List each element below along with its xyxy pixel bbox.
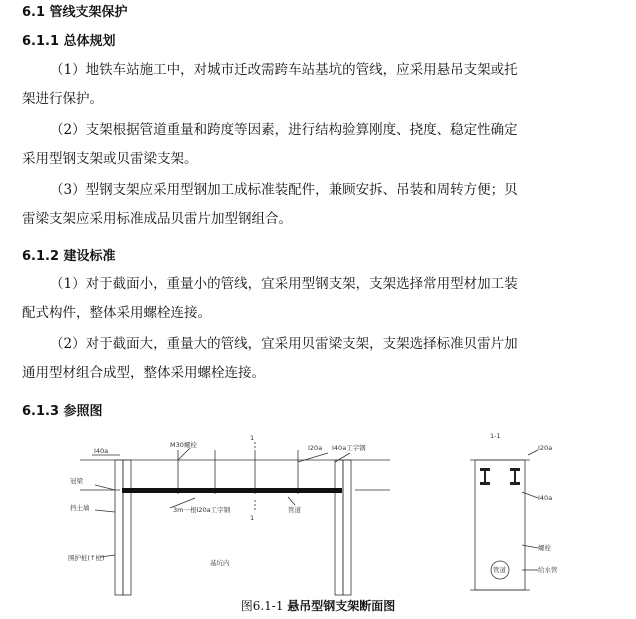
paragraph-line: （2）对于截面大，重量大的管线，宜采用贝雷梁支架，支架选择标准贝雷片加 xyxy=(50,336,518,352)
label-section-i20a: I20a xyxy=(538,444,553,452)
paragraph-line: 通用型材组合成型，整体采用螺栓连接。 xyxy=(22,365,265,381)
label-bolt: 螺栓 xyxy=(538,544,551,552)
support-section-drawing xyxy=(60,420,580,598)
caption-title: 悬吊型钢支架断面图 xyxy=(287,599,396,613)
label-pit: 基坑内 xyxy=(210,559,230,567)
label-i40a: I40a xyxy=(94,447,109,455)
section-mark: 1 xyxy=(250,514,255,522)
paragraph-line: （3）型钢支架应采用型钢加工成标准装配件，兼顾安拆、吊装和周转方便；贝 xyxy=(50,182,518,198)
label-m30-bolt: M30螺栓 xyxy=(170,441,197,449)
paragraph xyxy=(22,176,612,234)
label-i20a: I20a xyxy=(308,444,323,452)
subsection-title-standards: 6.1.2 建设标准 xyxy=(22,249,116,264)
section-mark: 1 xyxy=(250,434,255,442)
paragraph-line: 配式构件，整体采用螺栓连接。 xyxy=(22,305,211,321)
label-pile: 围护桩(↑桩) xyxy=(68,554,105,562)
label-crown-beam: 冠梁 xyxy=(70,477,83,485)
label-beam-desc: 3m一根I20a工字钢 xyxy=(173,506,231,514)
subsection-title-reference: 6.1.3 参照图 xyxy=(22,404,103,419)
subsection-title-overall-plan: 6.1.1 总体规划 xyxy=(22,34,116,49)
label-water-pipe: 给水管 xyxy=(538,566,558,574)
paragraph-line: 架进行保护。 xyxy=(22,91,103,107)
section-title: 6.1 管线支架保护 xyxy=(22,5,128,20)
label-i40a-beam: I40a工字钢 xyxy=(332,444,366,452)
paragraph-line: 采用型钢支架或贝雷梁支架。 xyxy=(22,151,198,167)
paragraph-line: （1）对于截面小，重量小的管线，宜采用型钢支架，支架选择常用型材加工装 xyxy=(50,276,518,292)
paragraph-line: （2）支架根据管道重量和跨度等因素，进行结构验算刚度、挠度、稳定性确定 xyxy=(50,122,518,138)
section-1-1-title: 1-1 xyxy=(490,432,501,440)
label-section-pipe: 管道 xyxy=(493,566,506,574)
paragraph xyxy=(22,270,612,328)
paragraph-line: 雷梁支架应采用标准成品贝雷片加型钢组合。 xyxy=(22,211,292,227)
paragraph xyxy=(22,116,612,174)
label-retaining-wall: 挡土墙 xyxy=(70,504,90,512)
paragraph xyxy=(22,330,612,388)
figure-caption xyxy=(0,598,636,614)
label-pipe: 管道 xyxy=(288,506,301,514)
caption-prefix: 图6.1-1 xyxy=(240,599,284,613)
paragraph xyxy=(22,56,612,114)
paragraph-line: （1）地铁车站施工中，对城市迁改需跨车站基坑的管线，应采用悬吊支架或托 xyxy=(50,62,518,78)
label-section-i40a: I40a xyxy=(538,494,553,502)
